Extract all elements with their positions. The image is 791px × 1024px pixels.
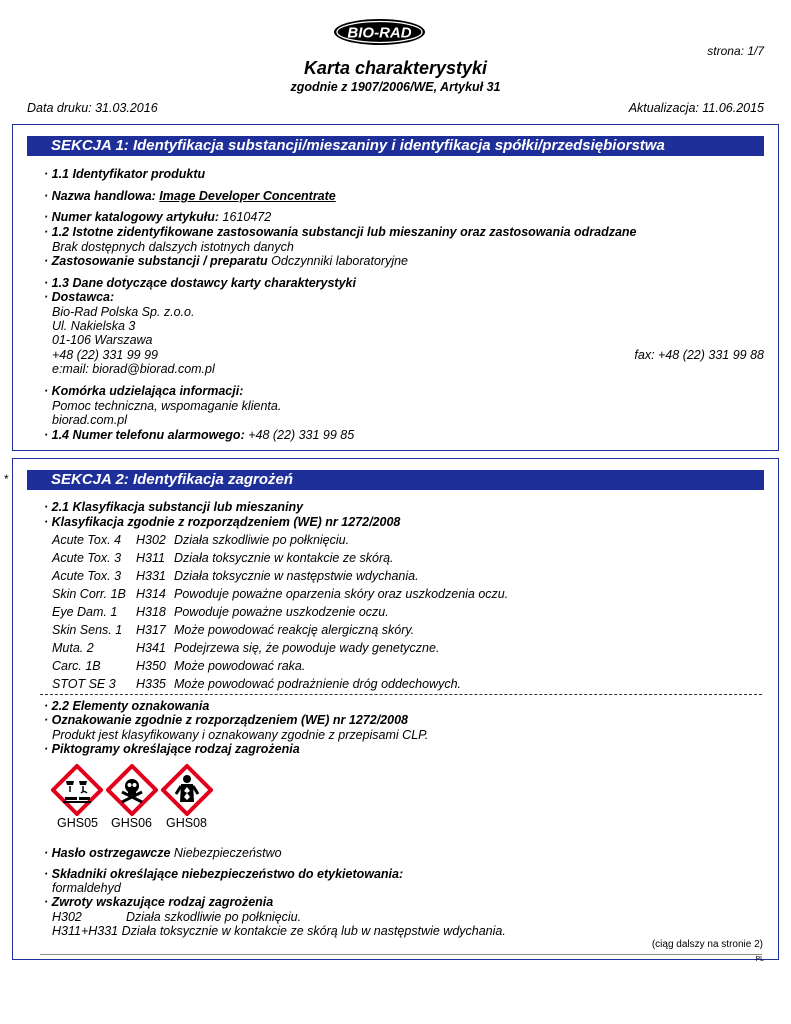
emergency-phone-label: · 1.4 Numer telefonu alarmowego:: [44, 428, 249, 442]
catalog-number-label: · Numer katalogowy artykułu:: [44, 210, 223, 224]
trade-name-value: Image Developer Concentrate: [159, 189, 336, 203]
uses-value: Brak dostępnych dalszych istotnych danych: [52, 240, 294, 254]
hazard-code: H318: [136, 605, 166, 619]
hazard-text: Działa toksycznie w następstwie wdychania.: [174, 569, 419, 583]
application-line: [44, 254, 408, 268]
hazard-statements-heading: · Zwroty wskazujące rodzaj zagrożenia: [44, 895, 274, 909]
hazard-text: Może powodować raka.: [174, 659, 306, 673]
hazard-code: H317: [136, 623, 166, 637]
hazard-class: Skin Corr. 1B: [52, 587, 126, 601]
application-label: · Zastosowanie substancji / preparatu: [44, 254, 272, 268]
hazard-code: H331: [136, 569, 166, 583]
application-value: Odczynniki laboratoryjne: [271, 254, 409, 268]
uses-heading: · 1.2 Istotne zidentyfikowane zastosowania substancji lub mieszaniny oraz zastosowania odradzane: [44, 225, 637, 239]
hazard-code: H311: [136, 551, 165, 565]
supplier-street: Ul. Nakielska 3: [52, 319, 136, 333]
hazard-code: H302: [52, 910, 82, 924]
footer-line: [40, 954, 762, 955]
supplier-phone: +48 (22) 331 99 99: [52, 348, 158, 362]
labelling-heading: · Oznakowanie zgodnie z rozporządzeniem (WE) nr 1272/2008: [44, 713, 408, 727]
hazard-text: Działa toksycznie w kontakcie ze skórą.: [174, 551, 394, 565]
page-number: strona: 1/7: [707, 44, 764, 58]
catalog-number-value: 1610472: [222, 210, 272, 224]
ghs05-corrosion-icon: [51, 764, 103, 816]
section-2-title: SEKCJA 2: Identyfikacja zagrożeń: [27, 470, 764, 490]
hazard-text: Działa toksycznie w kontakcie ze skórą lub w następstwie wdychania.: [121, 924, 506, 938]
document-title: Karta charakterystyki: [303, 58, 488, 78]
dashed-divider: [40, 694, 762, 695]
hazard-text: Podejrzewa się, że powoduje wady genetyczne.: [174, 641, 440, 655]
supplier-details-heading: · 1.3 Dane dotyczące dostawcy karty charakterystyki: [44, 276, 356, 290]
hazard-text: Działa szkodliwie po połknięciu.: [174, 533, 350, 547]
print-date: Data druku: 31.03.2016: [27, 101, 158, 115]
section-1-title: SEKCJA 1: Identyfikacja substancji/mieszaniny i identyfikacja spółki/przedsiębiorstwa: [27, 136, 764, 156]
hazard-class: Acute Tox. 3: [52, 551, 122, 565]
hazard-text: Powoduje poważne uszkodzenie oczu.: [174, 605, 389, 619]
hazard-text: Powoduje poważne oparzenia skóry oraz uszkodzenia oczu.: [174, 587, 509, 601]
ghs05-label: GHS05: [57, 816, 98, 830]
regulation-heading: · Klasyfikacja zgodnie z rozporządzeniem (WE) nr 1272/2008: [44, 515, 401, 529]
ghs08-health-hazard-icon: [161, 764, 213, 816]
hazard-code: H350: [136, 659, 166, 673]
hazard-code: H335: [136, 677, 166, 691]
ghs06-label: GHS06: [111, 816, 152, 830]
hazard-text: Może powodować podrażnienie dróg oddechowych.: [174, 677, 461, 691]
hazard-text: Może powodować reakcję alergiczną skóry.: [174, 623, 415, 637]
components-heading: · Składniki określające niebezpieczeństwo do etykietowania:: [44, 867, 404, 881]
hazard-class: Acute Tox. 4: [52, 533, 122, 547]
hazard-class: STOT SE 3: [52, 677, 116, 691]
signal-word-line: [44, 846, 282, 860]
hazard-statement-line: [52, 924, 506, 938]
continued-note: (ciąg dalszy na stronie 2): [651, 939, 763, 950]
product-identifier-heading: · 1.1 Identyfikator produktu: [44, 167, 206, 181]
hazard-code: H302: [136, 533, 166, 547]
pictograms-heading: · Piktogramy określające rodzaj zagrożenia: [44, 742, 300, 756]
hazard-code: H341: [136, 641, 166, 655]
signal-word-label: · Hasło ostrzegawcze: [44, 846, 174, 860]
labelling-value: Produkt jest klasyfikowany i oznakowany zgodnie z przepisami CLP.: [52, 728, 429, 742]
signal-word-value: Niebezpieczeństwo: [173, 846, 282, 860]
supplier-city: 01-106 Warszawa: [52, 333, 153, 347]
info-dept-web[interactable]: biorad.com.pl: [52, 413, 128, 427]
catalog-number-line: [44, 210, 271, 224]
supplier-fax: fax: +48 (22) 331 99 88: [634, 348, 764, 362]
hazard-class: Skin Sens. 1: [52, 623, 123, 637]
hazard-class: Muta. 2: [52, 641, 94, 655]
ghs08-label: GHS08: [166, 816, 207, 830]
document-subtitle: zgodnie z 1907/2006/WE, Artykuł 31: [290, 80, 501, 94]
info-dept-label: · Komórka udzielająca informacji:: [44, 384, 244, 398]
revision-star: *: [4, 472, 9, 486]
bio-rad-logo: [333, 18, 426, 46]
supplier-label: · Dostawca:: [44, 290, 115, 304]
hazard-class: Acute Tox. 3: [52, 569, 122, 583]
hazard-text: Działa szkodliwie po połknięciu.: [126, 910, 302, 924]
classification-heading: · 2.1 Klasyfikacja substancji lub mieszaniny: [44, 500, 304, 514]
supplier-name: Bio-Rad Polska Sp. z.o.o.: [52, 305, 195, 319]
components-value: formaldehyd: [52, 881, 121, 895]
language-code: PL: [755, 956, 764, 963]
supplier-email[interactable]: e:mail: biorad@biorad.com.pl: [52, 362, 215, 376]
ghs06-skull-icon: [106, 764, 158, 816]
hazard-class: Carc. 1B: [52, 659, 101, 673]
label-elements-heading: · 2.2 Elementy oznakowania: [44, 699, 210, 713]
info-dept-value: Pomoc techniczna, wspomaganie klienta.: [52, 399, 282, 413]
update-date: Aktualizacja: 11.06.2015: [628, 101, 764, 115]
trade-name-line: [44, 189, 336, 203]
emergency-phone-value: +48 (22) 331 99 85: [248, 428, 355, 442]
trade-name-label: · Nazwa handlowa:: [44, 189, 160, 203]
hazard-code: H311+H331: [52, 924, 119, 938]
hazard-code: H314: [136, 587, 166, 601]
hazard-class: Eye Dam. 1: [52, 605, 118, 619]
logo-text: BIO-RAD: [347, 24, 412, 42]
emergency-phone-line: [44, 428, 354, 442]
